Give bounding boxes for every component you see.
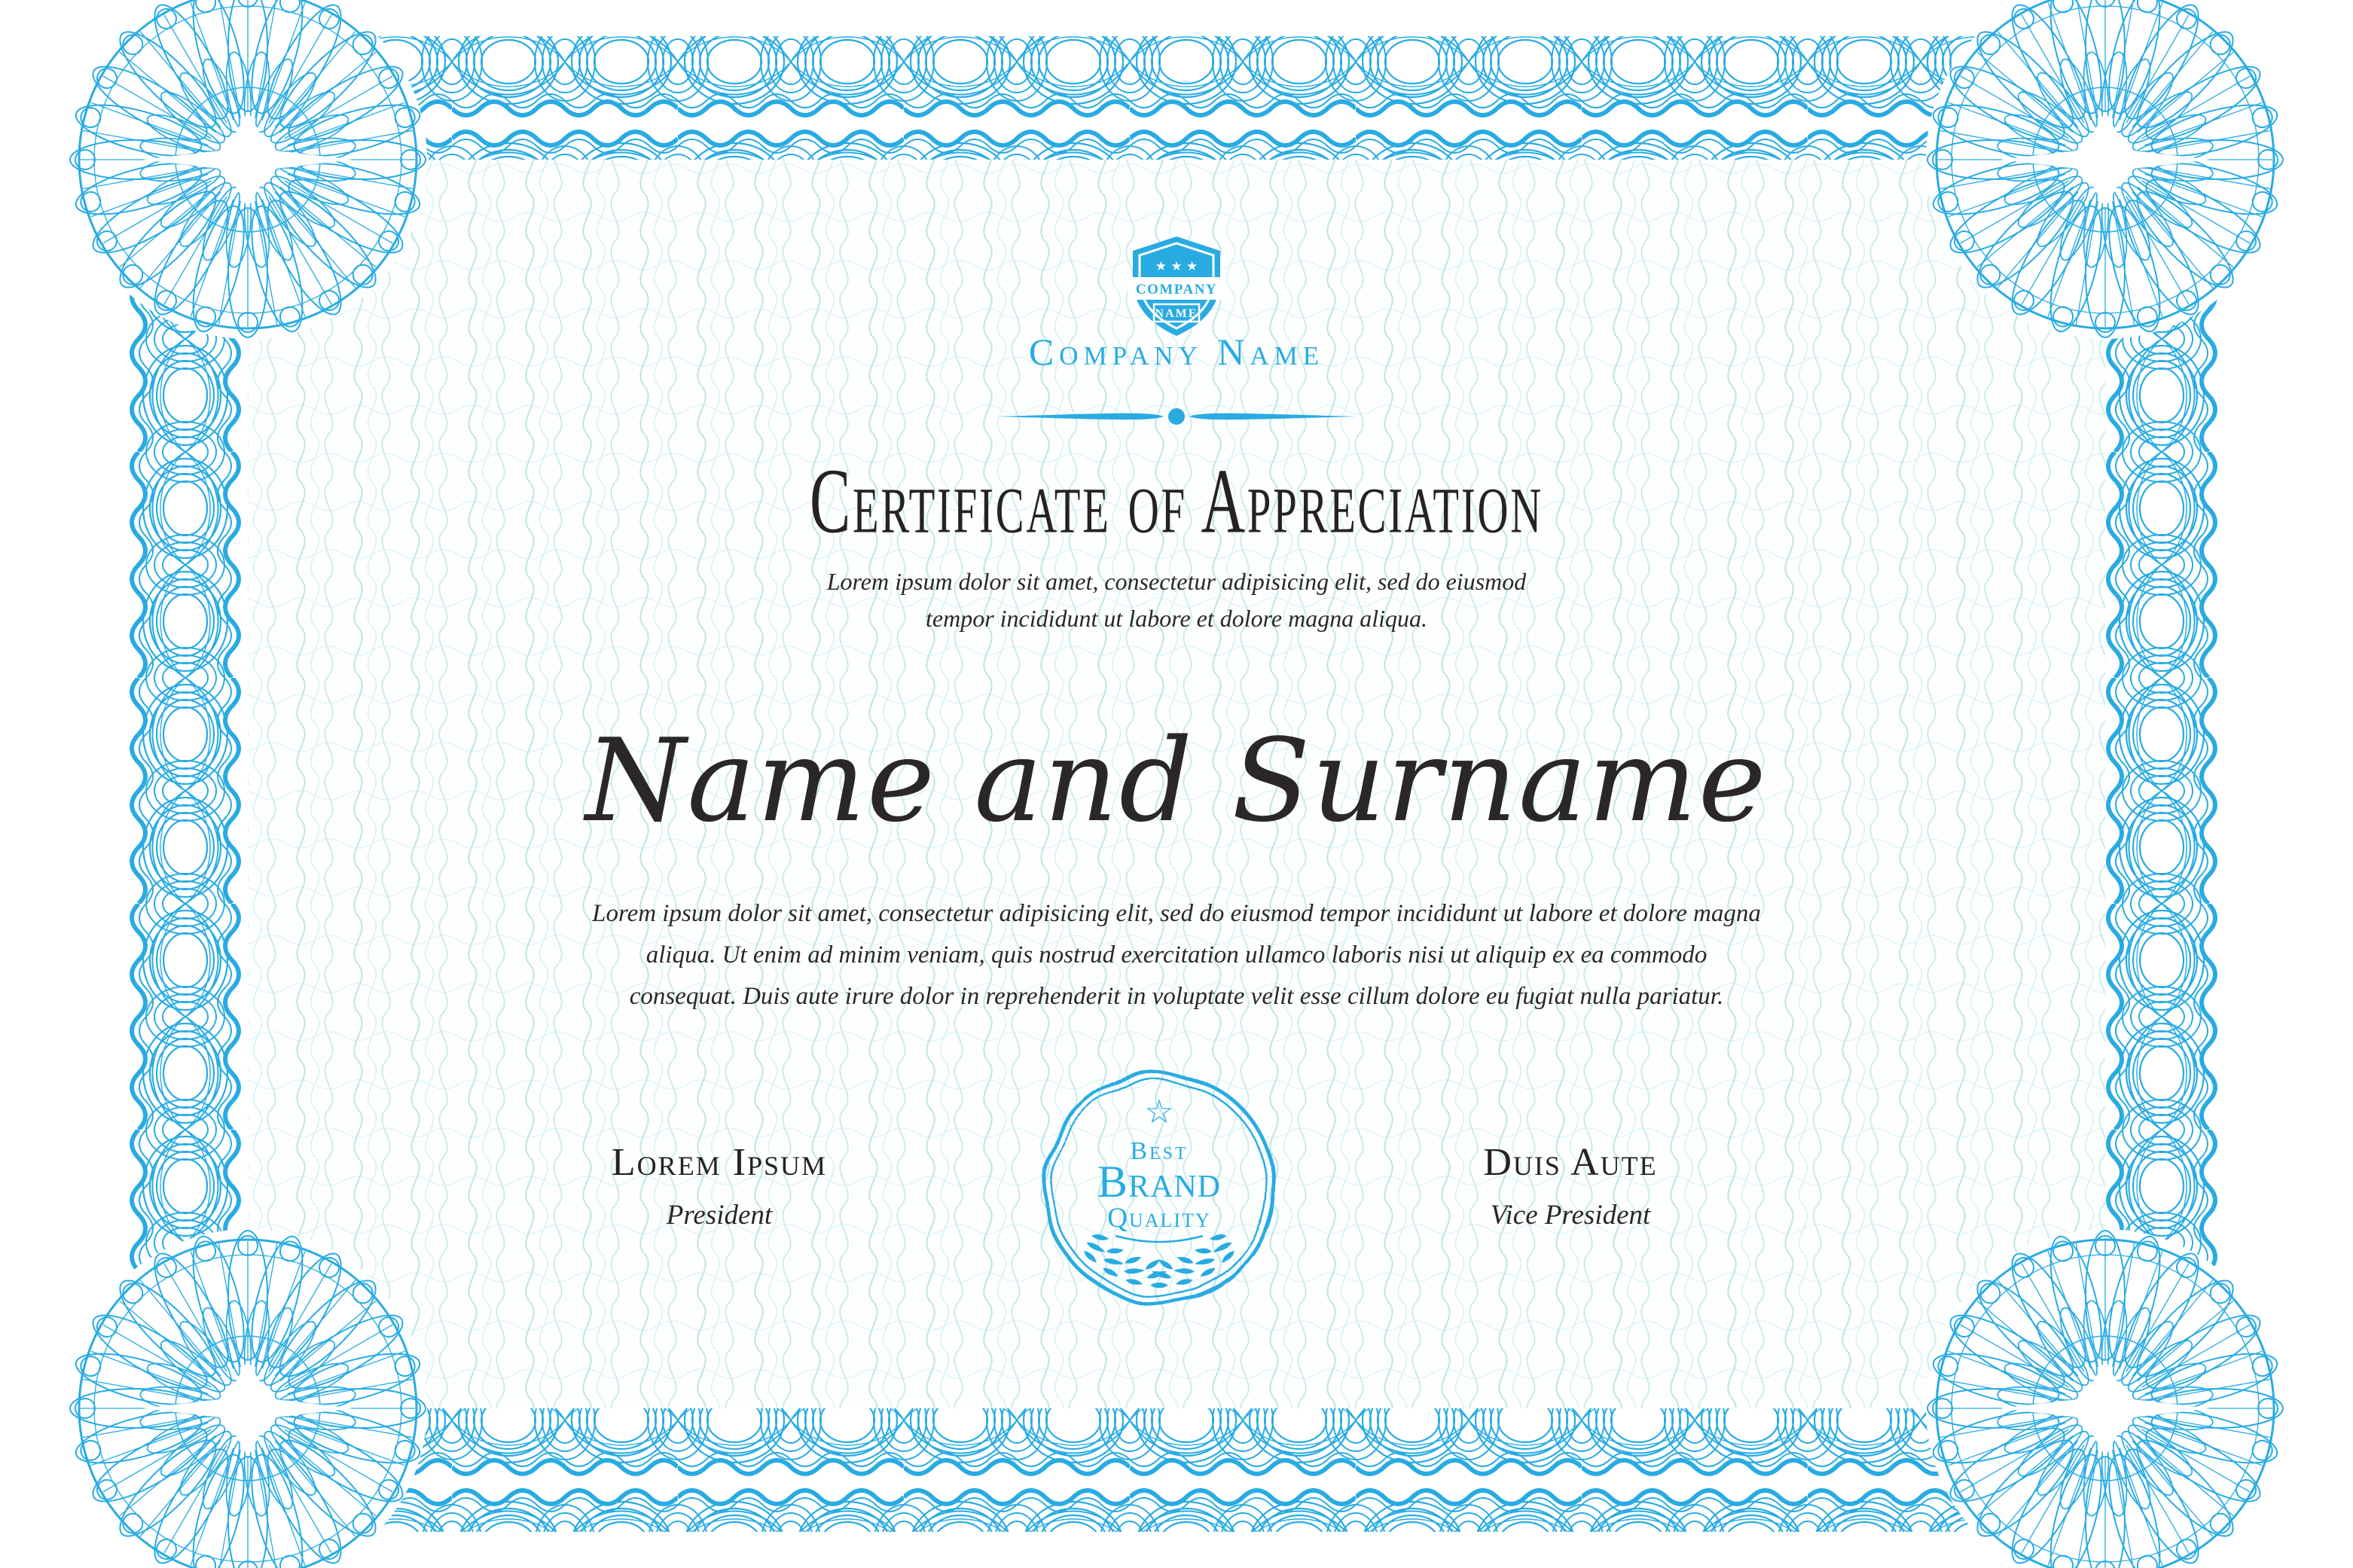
badge-line-brand: Brand [1097,1157,1222,1207]
signatory-name: Duis Aute [1483,1141,1658,1184]
signature-block-left [478,1142,960,1231]
logo-name-text: NAME [1155,307,1198,320]
signature-block-right [1329,1142,1811,1231]
subtitle-line: tempor incididunt ut labore et dolore magna aliqua. [925,605,1427,632]
signatory-name: Lorem Ipsum [611,1141,828,1184]
badge-star-icon: ☆ [1144,1093,1174,1131]
signatory-role: Vice President [1490,1200,1651,1231]
badge-line-quality: Quality [1107,1203,1211,1234]
body-line: aliqua. Ut enim ad minim veniam, quis nostrud exercitation ullamco laboris nisi ut aliquip ex ea commodo [645,941,1708,969]
divider-dot [1168,408,1185,425]
logo-stars-icon: ★ ★ ★ [1155,259,1198,274]
border-band-top [124,36,2229,160]
body-line: consequat. Duis aute irure dolor in reprehenderit in voluptate velit esse cillum dolore eu fugiat nulla pariatur. [629,983,1724,1010]
header-divider [992,404,1361,429]
logo-banner-text: COMPANY [1135,282,1218,297]
best-brand-quality-badge [1030,1058,1289,1317]
certificate-title: Certificate of Appreciation [809,450,1544,553]
subtitle-line: Lorem ipsum dolor sit amet, consectetur adipisicing elit, sed do eiusmod [826,568,1527,595]
certificate-subtitle [0,563,2353,637]
border-band-bottom [124,1408,2229,1532]
badge-swash [1115,1236,1203,1242]
badge-line-best: Best [1130,1137,1189,1165]
badge-laurel-wreath [1080,1231,1238,1292]
company-logo [1128,235,1225,337]
shield-logo-icon [1128,235,1225,337]
body-line: Lorem ipsum dolor sit amet, consectetur adipisicing elit, sed do eiusmod tempor incididunt ut labore et dolore magna [592,900,1761,927]
signatory-role: President [666,1200,773,1231]
certificate-body [0,893,2353,1017]
recipient-name: Name and Surname [585,714,1768,847]
company-name-text: Company Name [1028,331,1325,373]
